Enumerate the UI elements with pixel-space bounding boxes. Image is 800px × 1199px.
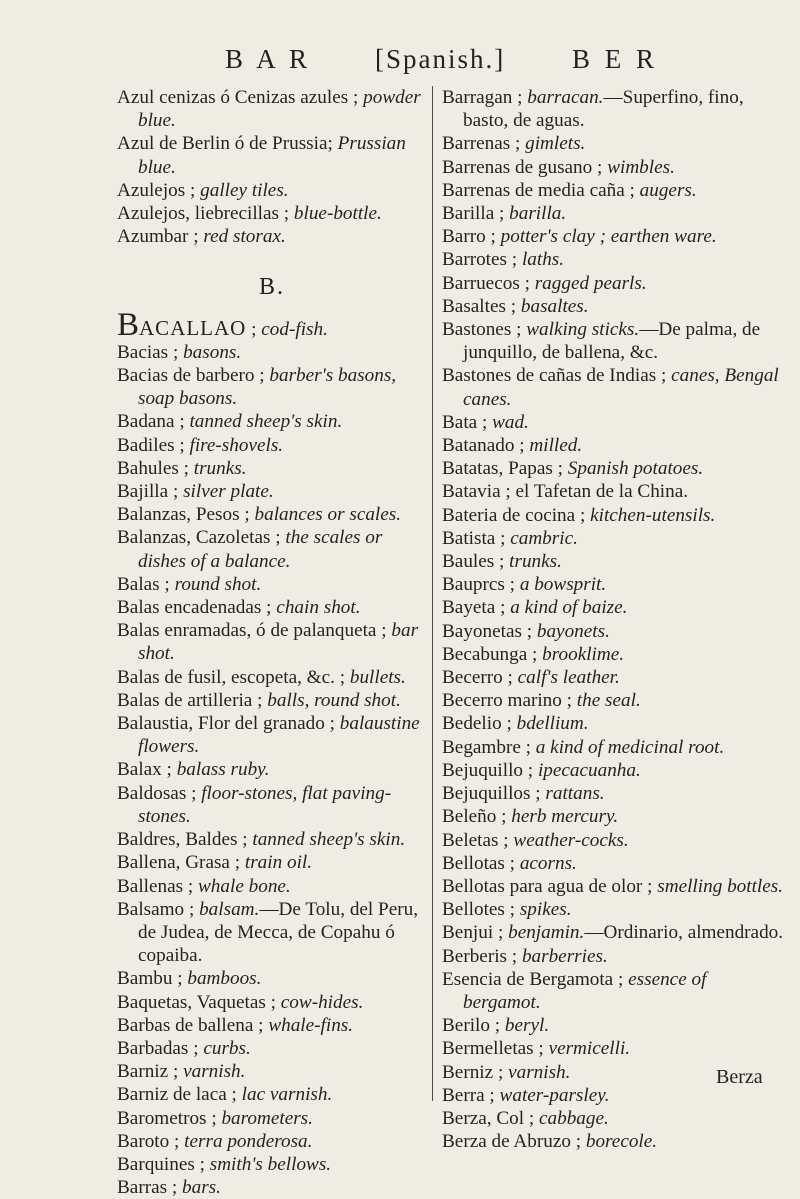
spanish-term: Azul cenizas ó Cenizas azules ; [117,87,364,108]
spanish-term: Bedelio ; [442,713,517,735]
english-translation: lac varnish. [241,1084,333,1106]
english-translation: round shot. [174,573,262,595]
dictionary-entry [117,782,427,828]
english-translation: walking sticks. [526,319,640,341]
english-translation: bamboos. [187,968,262,990]
dictionary-entry [117,1130,427,1153]
spanish-term: Balas encadenadas ; [117,597,277,619]
spanish-term: Azul de Berlin ó de Prussia; [117,133,338,155]
dictionary-entry [117,689,427,712]
spanish-term: Bellotas para agua de olor ; [442,875,658,897]
english-translation: essence of bergamot. [463,968,707,1013]
dictionary-entry [442,620,788,643]
english-translation: milled. [529,435,583,457]
english-translation: ragged pearls. [534,272,647,294]
dictionary-entry [442,712,788,735]
spanish-term: Bajilla ; [117,481,184,503]
spanish-term: Balsamo ; [117,898,200,920]
a-section-entries [117,86,427,248]
spanish-term: Balax ; [117,759,177,781]
dictionary-entry [442,480,788,503]
spanish-term: Ballenas ; [117,875,198,897]
english-translation: a kind of baize. [510,597,628,619]
english-translation: augers. [639,179,697,201]
dictionary-entry [117,596,427,619]
spanish-term: Becerro ; [442,667,518,689]
dictionary-entry [117,86,427,132]
spanish-term: Bata ; [442,411,493,433]
english-translation: floor-stones, flat paving-stones. [138,782,392,827]
dictionary-entry [442,805,788,828]
first-b-entry [117,306,427,343]
spanish-term: Berra ; [442,1084,500,1106]
spanish-term: Bermelletas ; [442,1038,549,1060]
spanish-term: Baroto ; [117,1130,185,1152]
spanish-term: Barrenas ; [442,133,526,155]
dictionary-entry [117,573,427,596]
english-translation: rattans. [545,783,605,805]
dictionary-entry [442,643,788,666]
english-translation: a kind of medicinal root. [535,736,725,758]
english-translation: fire-shovels. [189,434,284,456]
dictionary-entry [442,666,788,689]
spanish-term: Azulejos, liebrecillas ; [117,203,294,225]
english-translation: whale bone. [198,875,291,897]
dictionary-entry [117,1083,427,1106]
dictionary-entry [117,341,427,364]
spanish-term: Bayonetas ; [442,620,537,642]
spanish-term: Becerro marino ; [442,690,577,712]
dictionary-entry [442,411,788,434]
english-translation: basaltes. [520,295,589,317]
english-translation: benjamin. [508,922,585,944]
spanish-term: Baldosas ; [117,782,202,804]
dictionary-entry [117,619,427,665]
spanish-term: Berilo ; [442,1015,505,1037]
dictionary-entry [442,1037,788,1060]
dictionary-entry [442,852,788,875]
dictionary-entry [117,1037,427,1060]
spanish-term: Barras ; [117,1177,183,1199]
spanish-term: Bacias de barbero ; [117,365,270,387]
spanish-term: Benjui ; [442,922,509,944]
spanish-term: Bahules ; [117,457,194,479]
english-translation: silver plate. [183,481,274,503]
english-translation: cambric. [510,527,578,549]
english-translation: barberries. [521,945,608,967]
dictionary-entry [442,248,788,271]
english-translation: chain shot. [276,597,361,619]
drop-cap-letter: B [117,306,140,343]
spanish-term: Badana ; [117,411,190,433]
english-translation: terra ponderosa. [184,1130,313,1152]
spanish-term: Bastones de cañas de Indias ; [442,365,672,387]
english-translation: train oil. [244,852,313,874]
spanish-term: Bateria de cocina ; [442,504,591,526]
dictionary-entry [442,573,788,596]
dictionary-entry [442,318,788,364]
english-translation: balaustine flowers. [138,713,420,758]
english-translation: bar shot. [138,620,419,665]
first-entry-translation: cod-fish. [261,318,328,340]
english-translation: barber's basons, soap basons. [138,365,397,410]
english-translation: tanned sheep's skin. [189,411,343,433]
spanish-term: Balas de fusil, escopeta, &c. ; [117,666,350,688]
dictionary-entry [442,782,788,805]
spanish-term: Azumbar ; [117,226,204,248]
first-entry-separator: ; [246,318,262,340]
spanish-term: Bayeta ; [442,597,511,619]
english-translation: varnish. [508,1061,571,1083]
english-translation: weather-cocks. [513,829,629,851]
dictionary-entry [442,596,788,619]
english-translation: barracan. [527,87,604,108]
section-letter-heading: B. [258,274,285,301]
english-translation: tanned sheep's skin. [252,829,406,851]
dictionary-entry [442,1130,788,1153]
dictionary-entry [442,504,788,527]
spanish-term: Bambu ; [117,968,188,990]
english-translation: water-parsley. [499,1084,610,1106]
spanish-term: Barilla ; [442,203,510,225]
spanish-term: Barruecos ; [442,272,535,294]
dictionary-entry [442,898,788,921]
english-translation: the seal. [576,690,641,712]
dictionary-entry [117,967,427,990]
first-entry-headword: ACALLAO [139,315,247,340]
spanish-term: Barbadas ; [117,1037,204,1059]
spanish-term: Becabunga ; [442,643,543,665]
right-column-entries [442,86,788,1153]
english-translation: gimlets. [525,133,586,155]
spanish-term: Balas enramadas, ó de palanqueta ; [117,620,392,642]
english-translation: Spanish potatoes. [567,458,704,480]
english-translation: whale-fins. [268,1014,354,1036]
english-translation: herb mercury. [511,806,619,828]
dictionary-entry [442,945,788,968]
spanish-term: Barquines ; [117,1153,210,1175]
english-translation: balances or scales. [254,504,402,526]
dictionary-entry [442,364,788,410]
spanish-term: Barniz ; [117,1061,184,1083]
dictionary-entry [117,875,427,898]
entry-variants: —De Tolu, del Peru, de Judea, de Mecca, de Copahu ó copaiba. [138,898,419,967]
dictionary-entry [442,1107,788,1130]
dictionary-entry [442,968,788,1014]
dictionary-entry [442,550,788,573]
english-translation: basons. [183,341,242,363]
spanish-term: Balanzas, Pesos ; [117,504,255,526]
dictionary-entry [117,225,427,248]
header-right-guide: B E R [572,44,659,74]
dictionary-entry [117,1153,427,1176]
english-translation: borecole. [585,1131,658,1153]
right-column [442,86,788,1153]
dictionary-entry [117,132,427,178]
spanish-term: Berniz ; [442,1061,509,1083]
dictionary-entry [117,1060,427,1083]
english-translation: smelling bottles. [657,875,784,897]
english-translation: barometers. [221,1107,313,1129]
english-translation: bayonets. [536,620,610,642]
dictionary-entry [117,1107,427,1130]
english-translation: powder blue. [138,87,421,132]
dictionary-entry [442,179,788,202]
spanish-term: Azulejos ; [117,179,201,201]
english-translation: trunks. [509,551,562,573]
english-translation: a bowsprit. [519,574,607,596]
spanish-term: Beletas ; [442,829,514,851]
spanish-term: Bastones ; [442,319,527,341]
english-translation: wad. [492,411,529,433]
spanish-term: Baules ; [442,551,510,573]
spanish-term: Barometros ; [117,1107,222,1129]
spanish-term: Balaustia, Flor del granado ; [117,713,340,735]
spanish-term: Barragan ; [442,87,528,108]
dictionary-entry [442,434,788,457]
dictionary-entry [442,829,788,852]
dictionary-entry [117,434,427,457]
english-translation: barilla. [509,203,567,225]
spanish-term: Barrenas de media caña ; [442,179,640,201]
english-translation: vermicelli. [548,1038,631,1060]
dictionary-entry [442,689,788,712]
dictionary-entry [442,132,788,155]
entry-variants: —Superfino, fino, basto, de aguas. [463,87,744,132]
english-translation: red storax. [203,226,286,248]
dictionary-entry [442,225,788,248]
english-translation: balsam. [199,898,260,920]
english-translation: bullets. [349,666,406,688]
dictionary-entry [442,86,788,132]
entry-variants: —Ordinario, almendrado. [584,922,784,944]
running-header [0,44,800,84]
english-translation: spikes. [519,899,572,921]
english-translation: beryl. [504,1015,550,1037]
dictionary-entry [117,410,427,433]
spanish-term: Esencia de Bergamota ; [442,968,629,990]
dictionary-entry [117,991,427,1014]
english-translation: blue-bottle. [293,203,382,225]
spanish-term: Bejuquillos ; [442,783,546,805]
dictionary-entry [442,875,788,898]
english-translation: trunks. [193,457,247,479]
spanish-term: Beleño ; [442,806,512,828]
dictionary-entry [442,272,788,295]
spanish-term: Barniz de laca ; [117,1084,242,1106]
spanish-term: Bacias ; [117,341,184,363]
english-translation: bdellium. [516,713,589,735]
dictionary-entry [117,1176,427,1199]
dictionary-entry [117,851,427,874]
dictionary-entry [117,202,427,225]
dictionary-entry [117,666,427,689]
header-language-label: [Spanish.] [375,44,506,74]
spanish-term: Barrenas de gusano ; [442,156,608,178]
b-section-entries [117,341,427,1199]
spanish-term: Bellotes ; [442,899,520,921]
english-translation: canes, Bengal canes. [463,365,779,410]
spanish-term: Begambre ; [442,736,536,758]
dictionary-entry [117,457,427,480]
english-translation: balass ruby. [176,759,270,781]
dictionary-entry [442,457,788,480]
header-left-guide: B A R [225,44,312,74]
dictionary-entry [117,712,427,758]
dictionary-entry [117,758,427,781]
spanish-term: Baldres, Baldes ; [117,829,253,851]
spanish-term: Batavia ; el Tafetan de la China. [442,481,689,503]
english-translation: Prussian blue. [138,133,406,178]
english-translation: varnish. [183,1061,246,1083]
spanish-term: Balas ; [117,573,175,595]
dictionary-entry [117,898,427,968]
spanish-term: Batatas, Papas ; [442,458,568,480]
dictionary-entry [442,295,788,318]
spanish-term: Berza, Col ; [442,1107,539,1129]
spanish-term: Ballena, Grasa ; [117,852,245,874]
dictionary-entry [117,480,427,503]
spanish-term: Badiles ; [117,434,190,456]
spanish-term: Batista ; [442,527,511,549]
spanish-term: Barbas de ballena ; [117,1014,269,1036]
dictionary-entry [442,1014,788,1037]
english-translation: the scales or dishes of a balance. [138,527,383,572]
dictionary-entry [442,156,788,179]
english-translation: brooklime. [542,643,625,665]
english-translation: smith's bellows. [209,1153,332,1175]
spanish-term: Basaltes ; [442,295,521,317]
english-translation: cabbage. [538,1107,609,1129]
spanish-term: Berberis ; [442,945,522,967]
catchword: Berza [716,1066,763,1088]
english-translation: cow-hides. [280,991,364,1013]
spanish-term: Barrotes ; [442,249,522,271]
english-translation: acorns. [519,852,577,874]
column-divider [432,86,433,1101]
english-translation: balls, round shot. [267,689,401,711]
dictionary-entry [442,202,788,225]
dictionary-entry [442,759,788,782]
english-translation: bars. [182,1177,221,1199]
spanish-term: Batanado ; [442,435,530,457]
dictionary-entry [117,179,427,202]
english-translation: potter's clay ; earthen ware. [500,226,717,248]
dictionary-entry [117,364,427,410]
dictionary-entry [117,503,427,526]
english-translation: curbs. [203,1037,251,1059]
entry-variants: —De palma, de junquillo, de ballena, &c. [463,319,761,364]
spanish-term: Bejuquillo ; [442,759,538,781]
english-translation: galley tiles. [200,179,289,201]
dictionary-entry [442,736,788,759]
english-translation: laths. [521,249,565,271]
spanish-term: Balas de artilleria ; [117,689,268,711]
spanish-term: Bellotas ; [442,852,520,874]
spanish-term: Balanzas, Cazoletas ; [117,527,286,549]
spanish-term: Barro ; [442,226,501,248]
english-translation: calf's leather. [517,667,620,689]
spanish-term: Bauprcs ; [442,574,520,596]
spanish-term: Baquetas, Vaquetas ; [117,991,281,1013]
spanish-term: Berza de Abruzo ; [442,1131,586,1153]
dictionary-entry [442,921,788,944]
left-column [117,86,427,1199]
dictionary-entry [117,1014,427,1037]
english-translation: wimbles. [607,156,675,178]
dictionary-entry [117,526,427,572]
english-translation: ipecacuanha. [537,759,641,781]
english-translation: kitchen-utensils. [590,504,716,526]
dictionary-entry [442,527,788,550]
dictionary-entry [117,828,427,851]
